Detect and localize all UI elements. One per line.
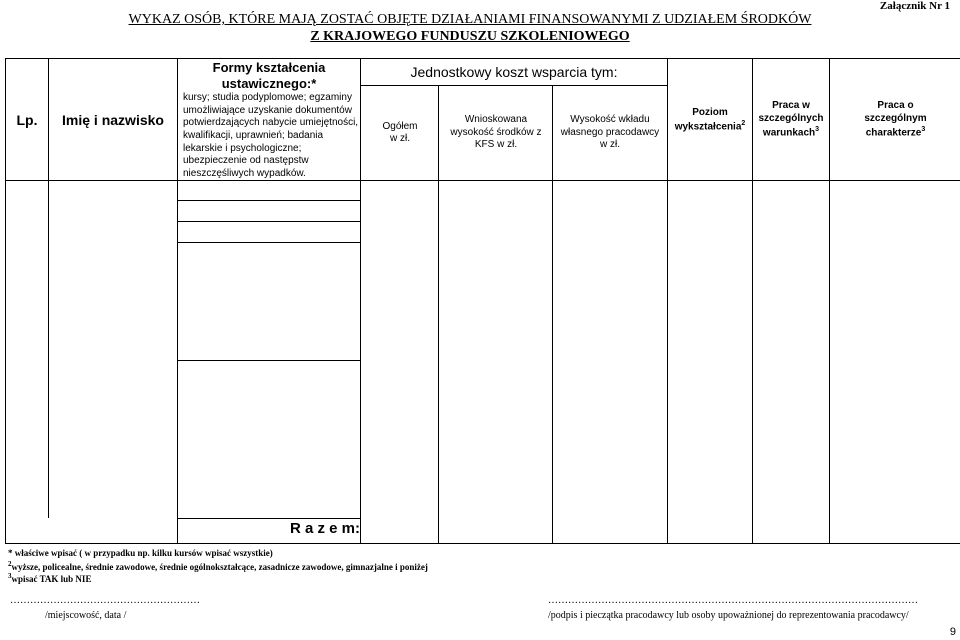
page-number: 9 (949, 626, 956, 638)
column-divider (177, 58, 178, 543)
header-total: Ogółem w zł. (382, 120, 418, 144)
column-divider (438, 85, 439, 543)
header-special-conditions: Praca w szczególnych warunkach$^3$ (758, 100, 824, 139)
table-row-line (177, 518, 360, 519)
annex-label: Załącznik Nr 1 (879, 0, 950, 12)
header-bottom-border (5, 180, 960, 181)
document-title-line2: Z KRAJOWEGO FUNDUSZU SZKOLENIOWEGO (310, 29, 630, 44)
header-forms-title: Formy kształcenia ustawicznego:* (212, 60, 326, 91)
header-employer-contribution: Wysokość wkładu własnego pracodawcy w zł. (560, 114, 660, 151)
header-cost-group: Jednostkowy koszt wsparcia tym: (410, 64, 618, 80)
header-education: Poziom wykształcenia$^2$ (674, 106, 746, 133)
header-forms-description: kursy; studia podyplomowe; egzaminy umożliwiające uzyskanie dokumentów potwierdzających nabycie umiejętności, kwalifikacji, uprawnień; badania lekarskie i psychologiczne; ubezpieczenie od następstw nieszczęśliwych wypadków. (183, 92, 359, 180)
table-row-line (177, 221, 360, 222)
header-name: Imię i nazwisko (62, 111, 164, 128)
header-requested: Wnioskowana wysokość środków z KFS w zł. (450, 114, 542, 151)
footnote-2: $^2$wyższe, policealne, średnie zawodowe, średnie ogólnokształcące, zasadnicze zawodowe, gimnazjalne i poniżej (8, 560, 428, 572)
footnote-1: * właściwe wpisać ( w przypadku np. kilku kursów wpisać wszystkie) (8, 548, 273, 558)
document-title-line1: WYKAZ OSÓB, KTÓRE MAJĄ ZOSTAĆ OBJĘTE DZIAŁANIAMI FINANSOWANYMI Z UDZIAŁEM ŚRODKÓW (128, 12, 812, 27)
table-row-line (177, 360, 360, 361)
header-special-nature: Praca o szczególnym charakterze$^3$ (864, 100, 927, 139)
place-date-label: /miejscowość, data / (45, 610, 127, 621)
column-divider (552, 85, 553, 543)
footnote-3: $^3$wpisać TAK lub NIE (8, 572, 92, 584)
header-lp: Lp. (16, 111, 38, 128)
total-label: R a z e m: (290, 520, 361, 537)
column-divider (360, 58, 361, 543)
signature-dots: ………………………………………………………………………………………………… (548, 595, 918, 606)
table-row-line (177, 242, 360, 243)
place-date-dots: ………………………………………………… (10, 595, 200, 606)
table-bottom-border (5, 543, 960, 544)
signature-label: /podpis i pieczątka pracodawcy lub osoby upoważnionej do reprezentowania pracodawcy/ (548, 610, 909, 621)
table-row-line (177, 200, 360, 201)
